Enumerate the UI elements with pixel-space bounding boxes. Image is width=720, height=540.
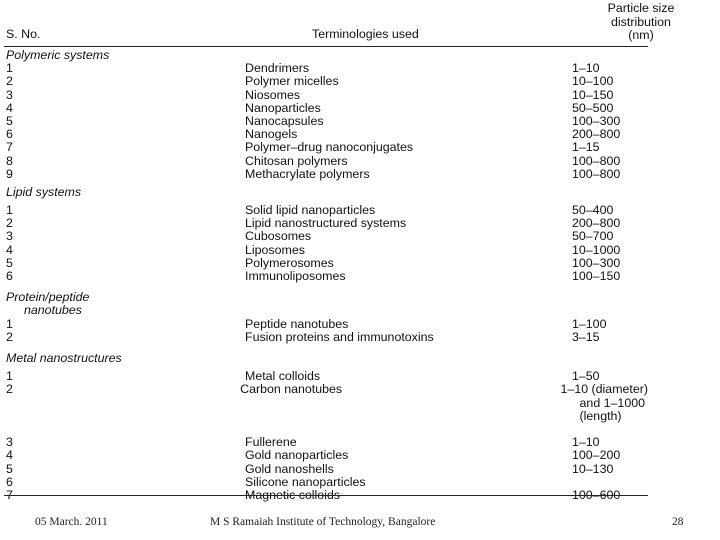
row-number: 2 <box>6 74 13 89</box>
row-size: 100–800 <box>572 166 621 181</box>
footer-page-number: 28 <box>672 516 684 528</box>
row-number: 6 <box>6 269 13 283</box>
row-size: 100–600 <box>572 487 621 502</box>
row-terminology: Niosomes <box>245 87 301 102</box>
nanocarrier-table <box>4 0 675 502</box>
row-terminology: Methacrylate polymers <box>245 166 370 181</box>
category-title-line: nanotubes <box>24 303 82 318</box>
row-terminology: Nanocapsules <box>245 113 324 128</box>
row-number: 1 <box>6 203 13 218</box>
row-number: 6 <box>6 127 13 142</box>
row-terminology: Fusion proteins and immunotoxins <box>245 329 434 344</box>
table-row <box>4 331 648 344</box>
row-terminology: Polymerosomes <box>245 255 334 270</box>
table-row <box>4 141 648 154</box>
row-size: 50–500 <box>572 100 614 115</box>
row-number: 1 <box>6 61 13 76</box>
row-size: 1–50 <box>572 369 600 384</box>
row-terminology: Peptide nanotubes <box>245 316 349 331</box>
header-size-line: (nm) <box>628 28 654 42</box>
row-terminology: Nanoparticles <box>245 100 321 115</box>
row-number: 4 <box>6 100 13 115</box>
row-number: 8 <box>6 153 13 168</box>
row-size: 200–800 <box>572 127 621 142</box>
category-title: Polymeric systems <box>6 48 110 62</box>
row-size: 50–400 <box>572 203 614 218</box>
row-size: 10–130 <box>572 461 614 476</box>
row-terminology: Nanogels <box>245 127 298 142</box>
row-size <box>561 383 648 436</box>
row-terminology: Liposomes <box>245 242 305 257</box>
row-terminology: Polymer–drug nanoconjugates <box>245 140 414 155</box>
row-terminology: Gold nanoshells <box>245 461 334 476</box>
table-bottom-rule <box>4 495 648 496</box>
row-terminology: Magnetic colloids <box>245 487 341 502</box>
row-size: 100–300 <box>572 113 621 128</box>
row-terminology: Silicone nanoparticles <box>245 474 366 489</box>
row-size: 10–150 <box>572 87 614 102</box>
row-terminology: Carbon nanotubes <box>240 382 343 397</box>
row-number: 4 <box>6 242 13 257</box>
row-size: 50–700 <box>572 229 614 244</box>
row-size: 100–200 <box>572 448 621 463</box>
row-size-line: (length) <box>579 408 622 423</box>
row-terminology: Gold nanoparticles <box>245 448 349 463</box>
row-terminology: Solid lipid nanoparticles <box>245 203 376 218</box>
table-row <box>4 102 648 115</box>
row-number: 5 <box>6 461 13 476</box>
row-size: 100–800 <box>572 153 621 168</box>
row-number: 3 <box>6 435 13 450</box>
category-title-line: Protein/peptide <box>6 290 90 305</box>
row-size: 10–100 <box>572 74 614 89</box>
table-row <box>4 476 648 489</box>
row-size <box>572 476 648 489</box>
row-number: 3 <box>6 87 13 102</box>
row-number: 3 <box>6 229 13 244</box>
category-title: Metal nanostructures <box>6 350 122 365</box>
row-number: 9 <box>6 166 13 181</box>
row-number: 4 <box>6 448 13 463</box>
row-terminology: Cubosomes <box>245 229 312 244</box>
footer-date: 05 March. 2011 <box>35 516 108 528</box>
table-row <box>4 217 648 230</box>
row-number: 5 <box>6 113 13 128</box>
header-particle-size <box>571 2 711 43</box>
row-size: 100–300 <box>572 255 621 270</box>
row-size: 1–10 <box>572 435 600 450</box>
table-row <box>4 155 648 168</box>
row-terminology: Chitosan polymers <box>245 153 348 168</box>
row-terminology: Dendrimers <box>245 61 310 76</box>
table-row <box>4 244 648 257</box>
table-row <box>4 318 648 331</box>
table-row <box>4 75 648 88</box>
category-title: Lipid systems <box>6 184 82 199</box>
row-number: 5 <box>6 255 13 270</box>
row-terminology: Metal colloids <box>245 369 321 384</box>
table-row <box>4 383 648 436</box>
table-row <box>4 270 648 283</box>
row-number: 2 <box>6 382 13 397</box>
table-header <box>4 0 675 47</box>
footer-institution: M S Ramaiah Institute of Technology, Bangalore <box>210 516 436 528</box>
table-row <box>4 89 648 102</box>
table-row <box>4 463 648 476</box>
spacer <box>4 283 648 291</box>
row-size: 1–10 <box>572 61 600 76</box>
row-terminology: Fullerene <box>245 435 297 450</box>
row-size: 3–15 <box>572 329 600 344</box>
table-row <box>4 115 648 128</box>
header-sno: S. No. <box>6 27 41 41</box>
row-terminology: Immunoliposomes <box>245 269 346 283</box>
row-size: 100–150 <box>572 269 621 283</box>
header-size-line: Particle size <box>607 1 675 15</box>
row-number: 6 <box>6 474 13 489</box>
row-number: 7 <box>6 487 13 502</box>
row-number: 1 <box>6 316 13 331</box>
table-row <box>4 449 648 462</box>
table-row <box>4 168 648 181</box>
header-size-line: distribution <box>611 14 671 29</box>
row-size: 1–100 <box>572 316 607 331</box>
table-body <box>4 49 648 502</box>
row-size: 200–800 <box>572 216 621 231</box>
header-terminology: Terminologies used <box>312 27 419 41</box>
row-size: 10–1000 <box>572 242 621 257</box>
row-size-line: 1–10 (diameter) <box>560 382 648 397</box>
row-size-line: and 1–1000 <box>579 395 645 410</box>
row-terminology: Lipid nanostructured systems <box>245 216 407 231</box>
row-size: 1–15 <box>572 140 600 155</box>
table-row <box>4 230 648 243</box>
slide-footer <box>0 512 720 532</box>
row-number: 7 <box>6 140 13 155</box>
row-number: 1 <box>6 369 13 384</box>
row-terminology: Polymer micelles <box>245 74 339 89</box>
category-title <box>4 291 648 317</box>
row-number: 2 <box>6 329 13 344</box>
row-number: 2 <box>6 216 13 231</box>
